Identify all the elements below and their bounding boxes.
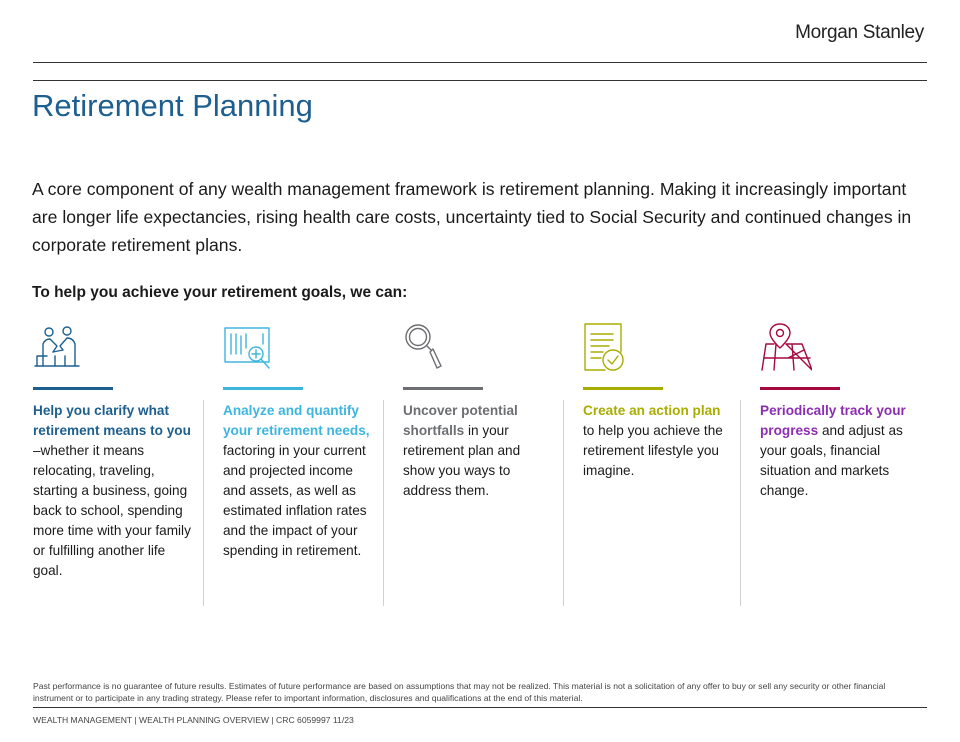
column-divider xyxy=(203,400,204,606)
footer-rule xyxy=(33,707,927,708)
service-text xyxy=(403,401,553,501)
service-text xyxy=(760,401,910,501)
page-title: Retirement Planning xyxy=(32,88,313,123)
service-column-track-progress xyxy=(760,322,910,606)
accent-bar xyxy=(583,387,663,390)
accent-bar xyxy=(403,387,483,390)
magnifying-glass-icon xyxy=(403,322,455,374)
checklist-document-icon xyxy=(583,322,635,374)
service-highlight: Help you clarify what retirement means to you xyxy=(33,403,191,438)
service-highlight: Analyze and quantify your retirement needs, xyxy=(223,403,370,438)
service-highlight: Uncover potential shortfalls xyxy=(403,403,518,438)
service-text xyxy=(223,401,378,561)
intro-paragraph: A core component of any wealth management framework is retirement planning. Making it increasingly important are longer life expectancies, rising health care costs, uncertainty tied to Social Security and continued changes in corporate retirement plans. xyxy=(32,179,912,255)
service-text xyxy=(33,401,193,581)
accent-bar xyxy=(223,387,303,390)
column-divider xyxy=(740,400,741,606)
service-column-action-plan xyxy=(583,322,733,606)
accent-bar xyxy=(33,387,113,390)
service-description: in your retirement plan and show you ways to address them. xyxy=(403,423,521,498)
service-description: and adjust as your goals, financial situation and markets change. xyxy=(760,423,903,498)
footer-line: WEALTH MANAGEMENT | WEALTH PLANNING OVERVIEW | CRC 6059997 11/23 xyxy=(33,715,354,725)
column-divider xyxy=(383,400,384,606)
service-column-analyze xyxy=(223,322,378,606)
chart-magnifier-icon xyxy=(223,322,275,374)
map-pin-icon xyxy=(760,322,812,374)
disclaimer-text: Past performance is no guarantee of future results. Estimates of future performance are based on assumptions that may not be realized. This material is not a solicitation of any offer to buy or sell any security or other financial instrument or to participate in any trading strategy. Please refer to important information, disclosures and qualifications at the end of this material. xyxy=(33,681,886,703)
service-column-uncover xyxy=(403,322,553,606)
column-divider xyxy=(563,400,564,606)
services-subheading: To help you achieve your retirement goals, we can: xyxy=(32,284,408,301)
morgan-stanley-logo: Morgan Stanley xyxy=(795,22,924,43)
accent-bar xyxy=(760,387,840,390)
service-description: to help you achieve the retirement lifestyle you imagine. xyxy=(583,423,723,478)
service-highlight: Create an action plan xyxy=(583,403,721,418)
service-highlight: Periodically track your progress xyxy=(760,403,906,438)
service-column-clarify xyxy=(33,322,193,606)
service-description: –whether it means relocating, traveling, starting a business, going back to school, spending more time with your family or fulfilling another life goal. xyxy=(33,443,191,578)
header-rule-bottom xyxy=(33,80,927,81)
header-rule-top xyxy=(33,62,927,63)
service-text xyxy=(583,401,733,481)
handshake-icon xyxy=(33,322,85,374)
service-description: factoring in your current and projected income and assets, as well as estimated inflation rates and the impact of your spending in retirement. xyxy=(223,443,367,558)
